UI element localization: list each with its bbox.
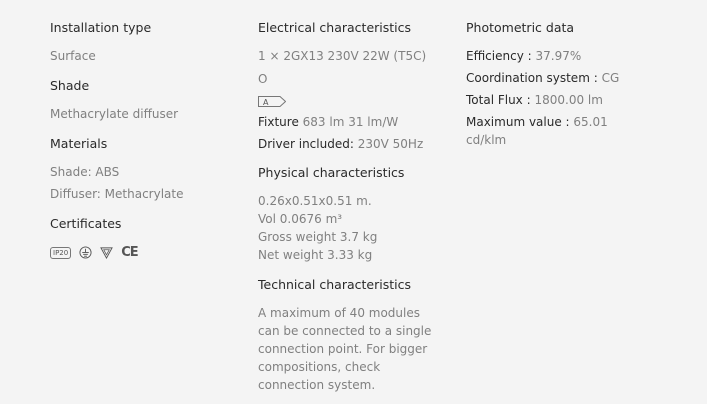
installation-type-value: Surface — [50, 49, 96, 63]
coordination-label: Coordination system : — [466, 71, 598, 85]
shade-value: Methacrylate diffuser — [50, 107, 179, 121]
dimensions: 0.26x0.51x0.51 m. — [258, 194, 372, 208]
earth-class-icon — [79, 246, 92, 259]
certificates-heading: Certificates — [50, 216, 122, 231]
certificate-icons — [50, 245, 138, 260]
efficiency-label: Efficiency : — [466, 49, 532, 63]
max-value-value: 65.01 — [573, 115, 608, 129]
fixture-label: Fixture — [258, 115, 299, 129]
shade-heading: Shade — [50, 78, 90, 93]
net-weight: Net weight 3.33 kg — [258, 248, 373, 262]
gross-weight: Gross weight 3.7 kg — [258, 230, 378, 244]
volume: Vol 0.0676 m³ — [258, 212, 343, 226]
energy-class-icon — [258, 96, 286, 107]
driver-label: Driver included: — [258, 137, 354, 151]
max-value-label: Maximum value : — [466, 115, 570, 129]
technical-heading: Technical characteristics — [258, 277, 411, 292]
coordination-line — [466, 69, 619, 87]
lamp-spec: 1 × 2GX13 230V 22W (T5C) — [258, 49, 427, 63]
ce-mark-icon: CE — [121, 245, 138, 260]
materials-shade: Shade: ABS — [50, 165, 120, 179]
energy-class-label: A — [263, 98, 269, 107]
f-mark-icon — [100, 246, 113, 259]
total-flux-value: 1800.00 lm — [534, 93, 603, 107]
fixture-value: 683 lm 31 lm/W — [302, 115, 399, 129]
ip20-icon: IP20 — [50, 247, 71, 259]
technical-text: A maximum of 40 modules can be connected to a single connection point. For bigger compositions, check connection system. — [258, 306, 432, 392]
photometric-heading: Photometric data — [466, 20, 575, 35]
max-value-line — [466, 113, 608, 131]
total-flux-line — [466, 91, 603, 109]
fixture-line — [258, 113, 398, 131]
max-value-unit: cd/klm — [466, 133, 507, 147]
efficiency-value: 37.97% — [535, 49, 582, 63]
materials-heading: Materials — [50, 136, 108, 151]
installation-type-heading: Installation type — [50, 20, 152, 35]
total-flux-label: Total Flux : — [466, 93, 531, 107]
electrical-heading: Electrical characteristics — [258, 20, 412, 35]
lamp-symbol: O — [258, 72, 268, 86]
efficiency-line — [466, 47, 581, 65]
driver-value: 230V 50Hz — [357, 137, 424, 151]
coordination-value: CG — [601, 71, 620, 85]
physical-heading: Physical characteristics — [258, 165, 405, 180]
driver-line — [258, 135, 423, 153]
materials-diffuser: Diffuser: Methacrylate — [50, 187, 184, 201]
